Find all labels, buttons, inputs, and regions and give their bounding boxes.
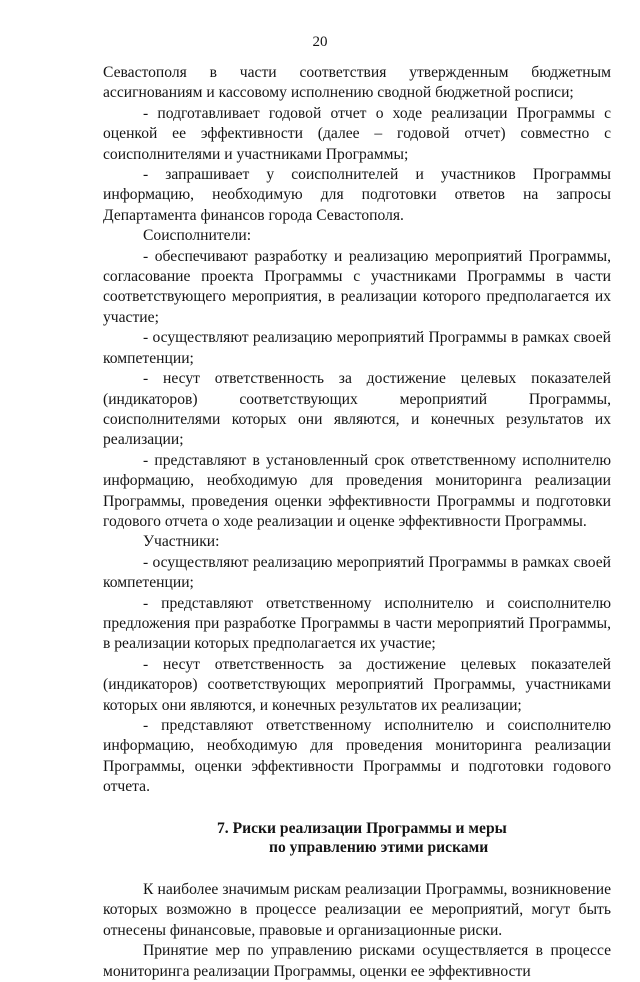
section-heading — [103, 819, 611, 858]
paragraph-co-executors-submit: - представляют в установленный срок ответственному исполнителю информацию, необходимую для проведения мониторинга реализации Программы, проведения оценки эффективности Программы и подготовки годового отчета о ходе реализации и оценке эффективности Программы. — [103, 451, 611, 530]
paragraph-co-executors-implement: - осуществляют реализацию мероприятий Программы в рамках своей компетенции; — [103, 329, 611, 367]
subheading-participants: Участники: — [143, 533, 220, 551]
paragraph-annual-report: - подготавливает годовой отчет о ходе реализации Программы с оценкой ее эффективности (далее – годовой отчет) совместно с соисполнителями и участниками Программы; — [103, 104, 611, 163]
paragraph-co-executors-responsibility: - несут ответственность за достижение целевых показателей (индикаторов) соответствующих мероприятий Программы, соисполнителями которых они являются, и конечных результатов их реализации; — [103, 370, 611, 449]
section-heading-line-2: по управлению этими рисками — [269, 839, 489, 857]
paragraph-request-info: - запрашивает у соисполнителей и участников Программы информацию, необходимую для подготовки ответов на запросы Департамента финансов города Севастополя. — [103, 166, 611, 224]
paragraph-continuation: Севастополя в части соответствия утвержденным бюджетным ассигнованиям и кассовому исполнению сводной бюджетной росписи; — [103, 64, 611, 102]
subheading-co-executors: Соисполнители: — [143, 227, 252, 245]
section-heading-line-1: 7. Риски реализации Программы и меры — [217, 819, 507, 837]
paragraph-participants-propose: - представляют ответственному исполнителю и соисполнителю предложения при разработке Программы в части мероприятий Программы, в реализации которых предполагается их участие; — [103, 594, 611, 653]
paragraph-risks-significant: К наиболее значимым рискам реализации Программы, возникновение которых возможно в процессе реализации ее мероприятий, могут быть отнесены финансовые, правовые и организационные риски. — [103, 880, 611, 939]
paragraph-participants-submit: - представляют ответственному исполнителю и соисполнителю информацию, необходимую для проведения мониторинга реализации Программы, оценки эффективности Программы и подготовки годового отчета. — [103, 717, 611, 796]
paragraph-participants-implement: - осуществляют реализацию мероприятий Программы в рамках своей компетенции; — [103, 553, 611, 592]
paragraph-participants-responsibility: - несут ответственность за достижение целевых показателей (индикаторов) соответствующих мероприятий Программы, участниками которых они являются, и конечных результатов их реализации; — [103, 655, 611, 714]
paragraph-co-executors-develop: - обеспечивают разработку и реализацию мероприятий Программы, согласование проекта Программы с участниками Программы в части соответствующего мероприятия, в реализации которого предполагается их участие; — [103, 247, 611, 326]
section-body — [103, 880, 611, 982]
document-body — [103, 63, 611, 982]
page-number: 20 — [312, 34, 328, 50]
paragraph-risks-management: Принятие мер по управлению рисками осуществляется в процессе мониторинга реализации Программы, оценки ее эффективности — [103, 942, 611, 980]
